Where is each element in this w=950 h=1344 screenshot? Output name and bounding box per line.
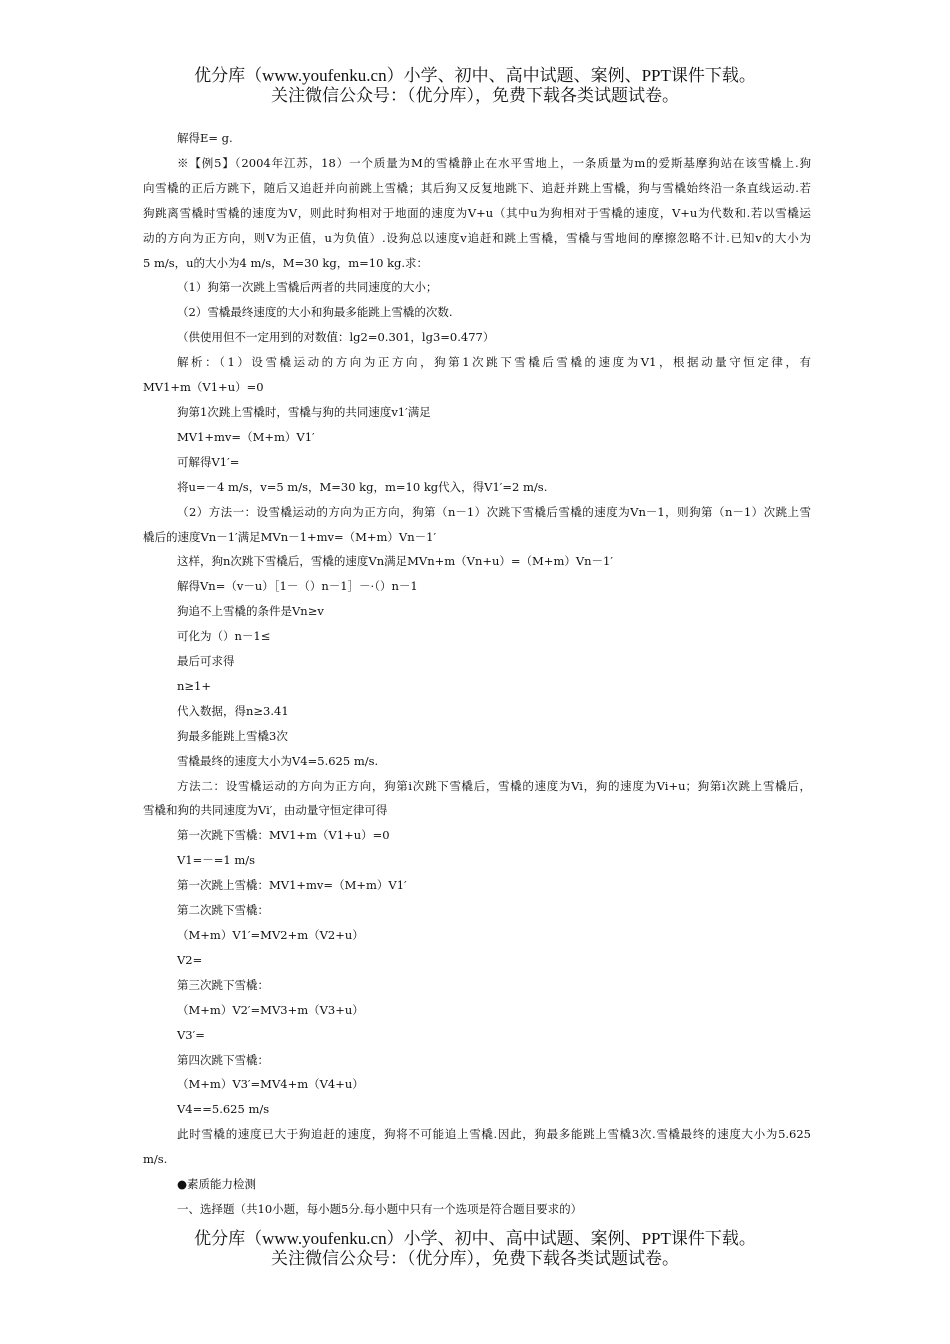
header-line-2: 关注微信公众号：（优分库），免费下载各类试题试卷。	[271, 86, 679, 105]
text-line: 方法二：设雪橇运动的方向为正方向，狗第i次跳下雪橇后，雪橇的速度为Vi，狗的速度为Vi+u；狗第i次跳上雪橇后，	[177, 778, 811, 793]
text-line: 狗最多能跳上雪橇3次	[177, 728, 288, 743]
text-line: 狗跳离雪橇时雪橇的速度为V，则此时狗相对于地面的速度为V+u（其中u为狗相对于雪橇的速度，V+u为代数和.若以雪橇运	[143, 205, 811, 220]
text-line: MV1+m（V1+u）=0	[143, 380, 264, 395]
footer-line-1: 优分库（www.youfenku.cn）小学、初中、高中试题、案例、PPT课件下载。	[194, 1229, 756, 1248]
text-line: （2）方法一：设雪橇运动的方向为正方向，狗第（n－1）次跳下雪橇后雪橇的速度为Vn－1，则狗第（n－1）次跳上雪	[177, 504, 811, 519]
text-line: 解得Vn=（v－u）［1－（）n－1］－·（）n－1	[177, 579, 418, 594]
text-line: 第二次跳下雪橇：	[177, 903, 269, 918]
header-line-1: 优分库（www.youfenku.cn）小学、初中、高中试题、案例、PPT课件下载。	[194, 66, 756, 85]
text-line: 解得E= g.	[177, 131, 233, 145]
text-line: 第一次跳上雪橇：MV1+mv=（M+m）V1′	[177, 878, 407, 893]
footer-line-2: 关注微信公众号：（优分库），免费下载各类试题试卷。	[271, 1249, 679, 1268]
text-line: 第四次跳下雪橇：	[177, 1052, 269, 1067]
document-body	[143, 126, 811, 1222]
text-line: 雪橇最终的速度大小为V4=5.625 m/s.	[177, 753, 379, 768]
text-line: （M+m）V2′=MV3+m（V3+u）	[177, 1002, 364, 1017]
section-heading: ●素质能力检测	[177, 1177, 257, 1192]
text-line: 可解得V1′=	[177, 454, 240, 469]
text-line: 狗追不上雪橇的条件是Vn≥v	[177, 604, 324, 619]
text-line: 将u=－4 m/s，v=5 m/s，M=30 kg，m=10 kg代入，得V1′=2 m/s.	[177, 479, 548, 494]
text-line: 这样，狗n次跳下雪橇后，雪橇的速度Vn满足MVn+m（Vn+u）=（M+m）Vn－1′	[177, 554, 613, 569]
text-line: 5 m/s，u的大小为4 m/s，M=30 kg，m=10 kg.求：	[143, 255, 429, 270]
text-line: 此时雪橇的速度已大于狗追赶的速度，狗将不可能追上雪橇.因此，狗最多能跳上雪橇3次.雪橇最终的速度大小为5.625	[177, 1127, 811, 1142]
text-line: 可化为（）n－1≤	[177, 629, 271, 644]
text-line: 动的方向为正方向，则V为正值，u为负值）.设狗总以速度v追赶和跳上雪橇，雪橇与雪地间的摩擦忽略不计.已知v的大小为	[143, 230, 811, 245]
text-line: 雪橇和狗的共同速度为Vi′，由动量守恒定律可得	[143, 803, 388, 818]
text-line: MV1+mv=（M+m）V1′	[177, 429, 315, 444]
text-line: 代入数据，得n≥3.41	[177, 703, 289, 718]
text-line: V4==5.625 m/s	[177, 1102, 270, 1117]
text-line: V2=	[177, 952, 203, 967]
text-line: 一、选择题（共10小题，每小题5分.每小题中只有一个选项是符合题目要求的）	[177, 1201, 583, 1216]
text-line: 橇后的速度Vn－1′满足MVn－1+mv=（M+m）Vn－1′	[143, 529, 437, 544]
text-line: （供使用但不一定用到的对数值：lg2=0.301，lg3=0.477）	[177, 330, 495, 345]
text-line: 狗第1次跳上雪橇时，雪橇与狗的共同速度v1′满足	[177, 404, 431, 419]
text-line: （M+m）V1′=MV2+m（V2+u）	[177, 928, 364, 942]
text-line: m/s.	[143, 1152, 168, 1167]
text-line: 最后可求得	[177, 654, 235, 669]
page-header	[0, 66, 950, 106]
text-line: V3′=	[177, 1027, 205, 1042]
text-line: 第一次跳下雪橇：MV1+m（V1+u）=0	[177, 828, 390, 843]
text-line: n≥1+	[177, 678, 211, 693]
text-line: ※【例5】（2004年江苏，18）一个质量为M的雪橇静止在水平雪地上，一条质量为m的爱斯基摩狗站在该雪橇上.狗	[177, 155, 811, 170]
text-line: 向雪橇的正后方跳下，随后又追赶并向前跳上雪橇；其后狗又反复地跳下、追赶并跳上雪橇，狗与雪橇始终沿一条直线运动.若	[143, 180, 811, 195]
text-line: 第三次跳下雪橇：	[177, 977, 269, 992]
text-line: （M+m）V3′=MV4+m（V4+u）	[177, 1077, 364, 1092]
page-footer	[0, 1229, 950, 1269]
text-line: （1）狗第一次跳上雪橇后两者的共同速度的大小；	[177, 280, 438, 295]
text-line: V1=－=1 m/s	[177, 853, 256, 868]
text-line: 解析：（1）设雪橇运动的方向为正方向，狗第1次跳下雪橇后雪橇的速度为V1，根据动量守恒定律，有	[177, 355, 811, 370]
text-line: （2）雪橇最终速度的大小和狗最多能跳上雪橇的次数.	[177, 305, 453, 320]
